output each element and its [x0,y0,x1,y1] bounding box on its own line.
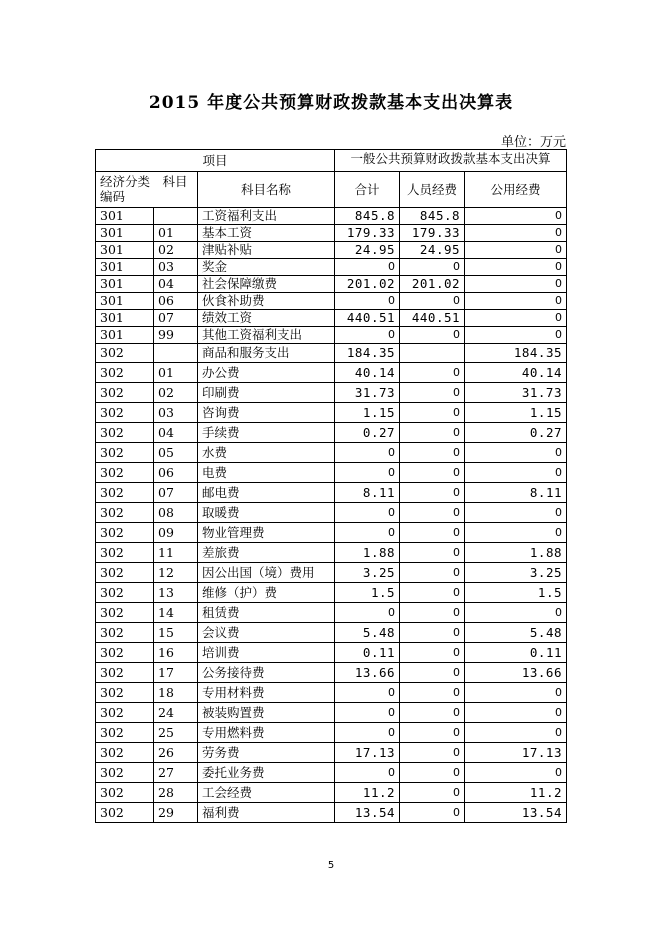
cell-public: 0 [465,310,567,327]
cell-code: 302 [96,643,154,663]
cell-personnel: 0 [400,503,465,523]
table-row [96,403,567,423]
cell-name: 办公费 [198,363,335,383]
cell-name: 邮电费 [198,483,335,503]
cell-public: 0 [465,208,567,225]
cell-name: 电费 [198,463,335,483]
header-group [335,150,567,172]
table-row [96,803,567,823]
cell-code: 302 [96,344,154,363]
cell-personnel: 845.8 [400,208,465,225]
cell-subcode: 06 [154,463,198,483]
cell-name: 差旅费 [198,543,335,563]
cell-total: 0.11 [335,643,400,663]
page-number: 5 [327,860,335,871]
cell-total: 1.88 [335,543,400,563]
table-row [96,743,567,763]
table-row [96,327,567,344]
cell-total: 3.25 [335,563,400,583]
cell-personnel: 0 [400,723,465,743]
header-row-2 [96,172,567,208]
cell-public: 13.66 [465,663,567,683]
cell-total: 1.5 [335,583,400,603]
cell-total: 40.14 [335,363,400,383]
cell-personnel: 0 [400,783,465,803]
cell-name: 基本工资 [198,225,335,242]
cell-code: 301 [96,293,154,310]
table-row [96,463,567,483]
cell-public: 5.48 [465,623,567,643]
page-title: 2015 年度公共预算财政拨款基本支出决算表 [148,93,514,113]
cell-code: 302 [96,383,154,403]
cell-name: 维修（护）费 [198,583,335,603]
cell-personnel: 201.02 [400,276,465,293]
cell-public: 0 [465,503,567,523]
cell-name: 工会经费 [198,783,335,803]
cell-code: 302 [96,483,154,503]
cell-public: 0 [465,603,567,623]
cell-personnel: 0 [400,363,465,383]
unit-label: 单位：万元 [500,135,566,150]
table-row [96,208,567,225]
cell-code: 302 [96,603,154,623]
table-row [96,603,567,623]
cell-public: 0 [465,763,567,783]
cell-code: 302 [96,803,154,823]
cell-name: 会议费 [198,623,335,643]
cell-subcode: 14 [154,603,198,623]
cell-subcode [154,208,198,225]
cell-personnel: 0 [400,583,465,603]
cell-name: 取暖费 [198,503,335,523]
header-item: 项目 [96,150,335,172]
cell-subcode: 04 [154,423,198,443]
cell-subcode: 12 [154,563,198,583]
cell-name: 其他工资福利支出 [198,327,335,344]
cell-name: 水费 [198,443,335,463]
cell-name: 劳务费 [198,743,335,763]
table-row [96,503,567,523]
cell-personnel: 0 [400,403,465,423]
cell-subcode: 08 [154,503,198,523]
cell-name: 工资福利支出 [198,208,335,225]
cell-personnel: 0 [400,763,465,783]
cell-total: 0.27 [335,423,400,443]
cell-subcode: 99 [154,327,198,344]
table-row [96,523,567,543]
cell-public: 0 [465,259,567,276]
cell-personnel: 0 [400,383,465,403]
cell-public: 0 [465,683,567,703]
cell-name: 被装购置费 [198,703,335,723]
cell-public: 0.11 [465,643,567,663]
cell-subcode [154,344,198,363]
cell-name: 专用材料费 [198,683,335,703]
cell-personnel: 0 [400,463,465,483]
header-subject-name: 科目名称 [198,172,335,208]
cell-name: 物业管理费 [198,523,335,543]
cell-code: 302 [96,723,154,743]
cell-name: 因公出国（境）费用 [198,563,335,583]
cell-subcode: 04 [154,276,198,293]
cell-name: 租赁费 [198,603,335,623]
cell-name: 印刷费 [198,383,335,403]
cell-subcode: 09 [154,523,198,543]
cell-public: 3.25 [465,563,567,583]
table-row [96,543,567,563]
expenditure-table [95,149,567,823]
table-row [96,276,567,293]
cell-personnel: 0 [400,523,465,543]
table-row [96,383,567,403]
table-row [96,242,567,259]
table-row [96,583,567,603]
table-row [96,225,567,242]
cell-public: 0 [465,327,567,344]
cell-subcode: 07 [154,310,198,327]
cell-subcode: 17 [154,663,198,683]
cell-personnel: 0 [400,703,465,723]
cell-total: 0 [335,683,400,703]
cell-subcode: 03 [154,403,198,423]
table-row [96,783,567,803]
cell-total: 17.13 [335,743,400,763]
cell-personnel: 0 [400,743,465,763]
cell-code: 302 [96,783,154,803]
cell-total: 0 [335,603,400,623]
table-row [96,763,567,783]
cell-subcode: 27 [154,763,198,783]
cell-name: 社会保障缴费 [198,276,335,293]
cell-personnel: 0 [400,803,465,823]
cell-public: 0 [465,463,567,483]
cell-subcode: 06 [154,293,198,310]
table-row [96,344,567,363]
cell-personnel: 440.51 [400,310,465,327]
cell-public: 40.14 [465,363,567,383]
table-row [96,293,567,310]
cell-public: 1.15 [465,403,567,423]
cell-code: 301 [96,259,154,276]
cell-personnel: 179.33 [400,225,465,242]
cell-total: 31.73 [335,383,400,403]
cell-personnel: 0 [400,603,465,623]
table-row [96,643,567,663]
cell-total: 11.2 [335,783,400,803]
cell-code: 302 [96,363,154,383]
cell-code: 302 [96,463,154,483]
cell-subcode: 03 [154,259,198,276]
table-row [96,663,567,683]
cell-code: 302 [96,663,154,683]
cell-total: 0 [335,327,400,344]
cell-total: 8.11 [335,483,400,503]
cell-code: 302 [96,503,154,523]
cell-public: 0 [465,293,567,310]
cell-total: 201.02 [335,276,400,293]
cell-total: 440.51 [335,310,400,327]
cell-name: 咨询费 [198,403,335,423]
cell-total: 0 [335,723,400,743]
table-row [96,563,567,583]
cell-code: 301 [96,276,154,293]
table-row [96,423,567,443]
cell-name: 手续费 [198,423,335,443]
table-row [96,683,567,703]
cell-total: 0 [335,259,400,276]
cell-code: 301 [96,310,154,327]
cell-total: 0 [335,763,400,783]
cell-total: 0 [335,293,400,310]
cell-name: 伙食补助费 [198,293,335,310]
cell-public: 31.73 [465,383,567,403]
cell-name: 商品和服务支出 [198,344,335,363]
cell-total: 1.15 [335,403,400,423]
cell-total: 179.33 [335,225,400,242]
cell-public: 11.2 [465,783,567,803]
table-row [96,310,567,327]
cell-personnel: 0 [400,293,465,310]
cell-code: 302 [96,403,154,423]
cell-personnel: 24.95 [400,242,465,259]
cell-public: 1.5 [465,583,567,603]
cell-name: 公务接待费 [198,663,335,683]
cell-subcode: 11 [154,543,198,563]
cell-public: 0 [465,225,567,242]
cell-code: 302 [96,743,154,763]
cell-name: 委托业务费 [198,763,335,783]
header-total: 合计 [335,172,400,208]
cell-personnel [400,344,465,363]
cell-subcode: 15 [154,623,198,643]
cell-public: 0 [465,242,567,259]
cell-name: 培训费 [198,643,335,663]
cell-subcode: 18 [154,683,198,703]
cell-public: 0 [465,276,567,293]
cell-personnel: 0 [400,563,465,583]
cell-code: 302 [96,563,154,583]
cell-code: 301 [96,225,154,242]
cell-total: 0 [335,463,400,483]
table-row [96,623,567,643]
cell-code: 302 [96,543,154,563]
cell-personnel: 0 [400,683,465,703]
cell-total: 0 [335,503,400,523]
cell-public: 184.35 [465,344,567,363]
cell-name: 奖金 [198,259,335,276]
header-row-1 [96,150,567,172]
cell-subcode: 01 [154,225,198,242]
cell-personnel: 0 [400,543,465,563]
cell-code: 302 [96,443,154,463]
cell-subcode: 05 [154,443,198,463]
cell-name: 津贴补贴 [198,242,335,259]
cell-name: 绩效工资 [198,310,335,327]
cell-public: 0 [465,443,567,463]
cell-subcode: 02 [154,242,198,259]
cell-public: 8.11 [465,483,567,503]
cell-subcode: 29 [154,803,198,823]
cell-personnel: 0 [400,327,465,344]
cell-total: 5.48 [335,623,400,643]
cell-public: 0 [465,723,567,743]
header-personnel: 人员经费 [400,172,465,208]
cell-public: 0 [465,703,567,723]
cell-public: 17.13 [465,743,567,763]
cell-subcode: 26 [154,743,198,763]
cell-public: 1.88 [465,543,567,563]
cell-public: 0.27 [465,423,567,443]
cell-code: 302 [96,683,154,703]
cell-subcode: 16 [154,643,198,663]
table-row [96,483,567,503]
cell-subcode: 13 [154,583,198,603]
cell-total: 0 [335,443,400,463]
cell-code: 301 [96,208,154,225]
table-row [96,443,567,463]
cell-name: 福利费 [198,803,335,823]
header-group-text: 一般公共预算财政拨款基本支出决算 [350,152,551,166]
table-row [96,723,567,743]
cell-code: 302 [96,523,154,543]
cell-code: 301 [96,242,154,259]
cell-personnel: 0 [400,643,465,663]
cell-code: 302 [96,763,154,783]
cell-total: 845.8 [335,208,400,225]
cell-total: 184.35 [335,344,400,363]
cell-code: 301 [96,327,154,344]
cell-code: 302 [96,623,154,643]
cell-subcode: 28 [154,783,198,803]
cell-personnel: 0 [400,259,465,276]
cell-code: 302 [96,703,154,723]
cell-total: 13.54 [335,803,400,823]
cell-total: 13.66 [335,663,400,683]
cell-subcode: 01 [154,363,198,383]
table-row [96,259,567,276]
header-public: 公用经费 [465,172,567,208]
cell-personnel: 0 [400,483,465,503]
cell-total: 24.95 [335,242,400,259]
header-econ-code: 经济分类 科目编码 [96,172,198,208]
cell-code: 302 [96,583,154,603]
cell-name: 专用燃料费 [198,723,335,743]
cell-personnel: 0 [400,623,465,643]
table-row [96,363,567,383]
cell-subcode: 25 [154,723,198,743]
cell-subcode: 07 [154,483,198,503]
cell-subcode: 02 [154,383,198,403]
table-row [96,703,567,723]
cell-total: 0 [335,523,400,543]
cell-public: 0 [465,523,567,543]
cell-total: 0 [335,703,400,723]
cell-personnel: 0 [400,443,465,463]
cell-public: 13.54 [465,803,567,823]
cell-personnel: 0 [400,423,465,443]
cell-subcode: 24 [154,703,198,723]
cell-code: 302 [96,423,154,443]
cell-personnel: 0 [400,663,465,683]
